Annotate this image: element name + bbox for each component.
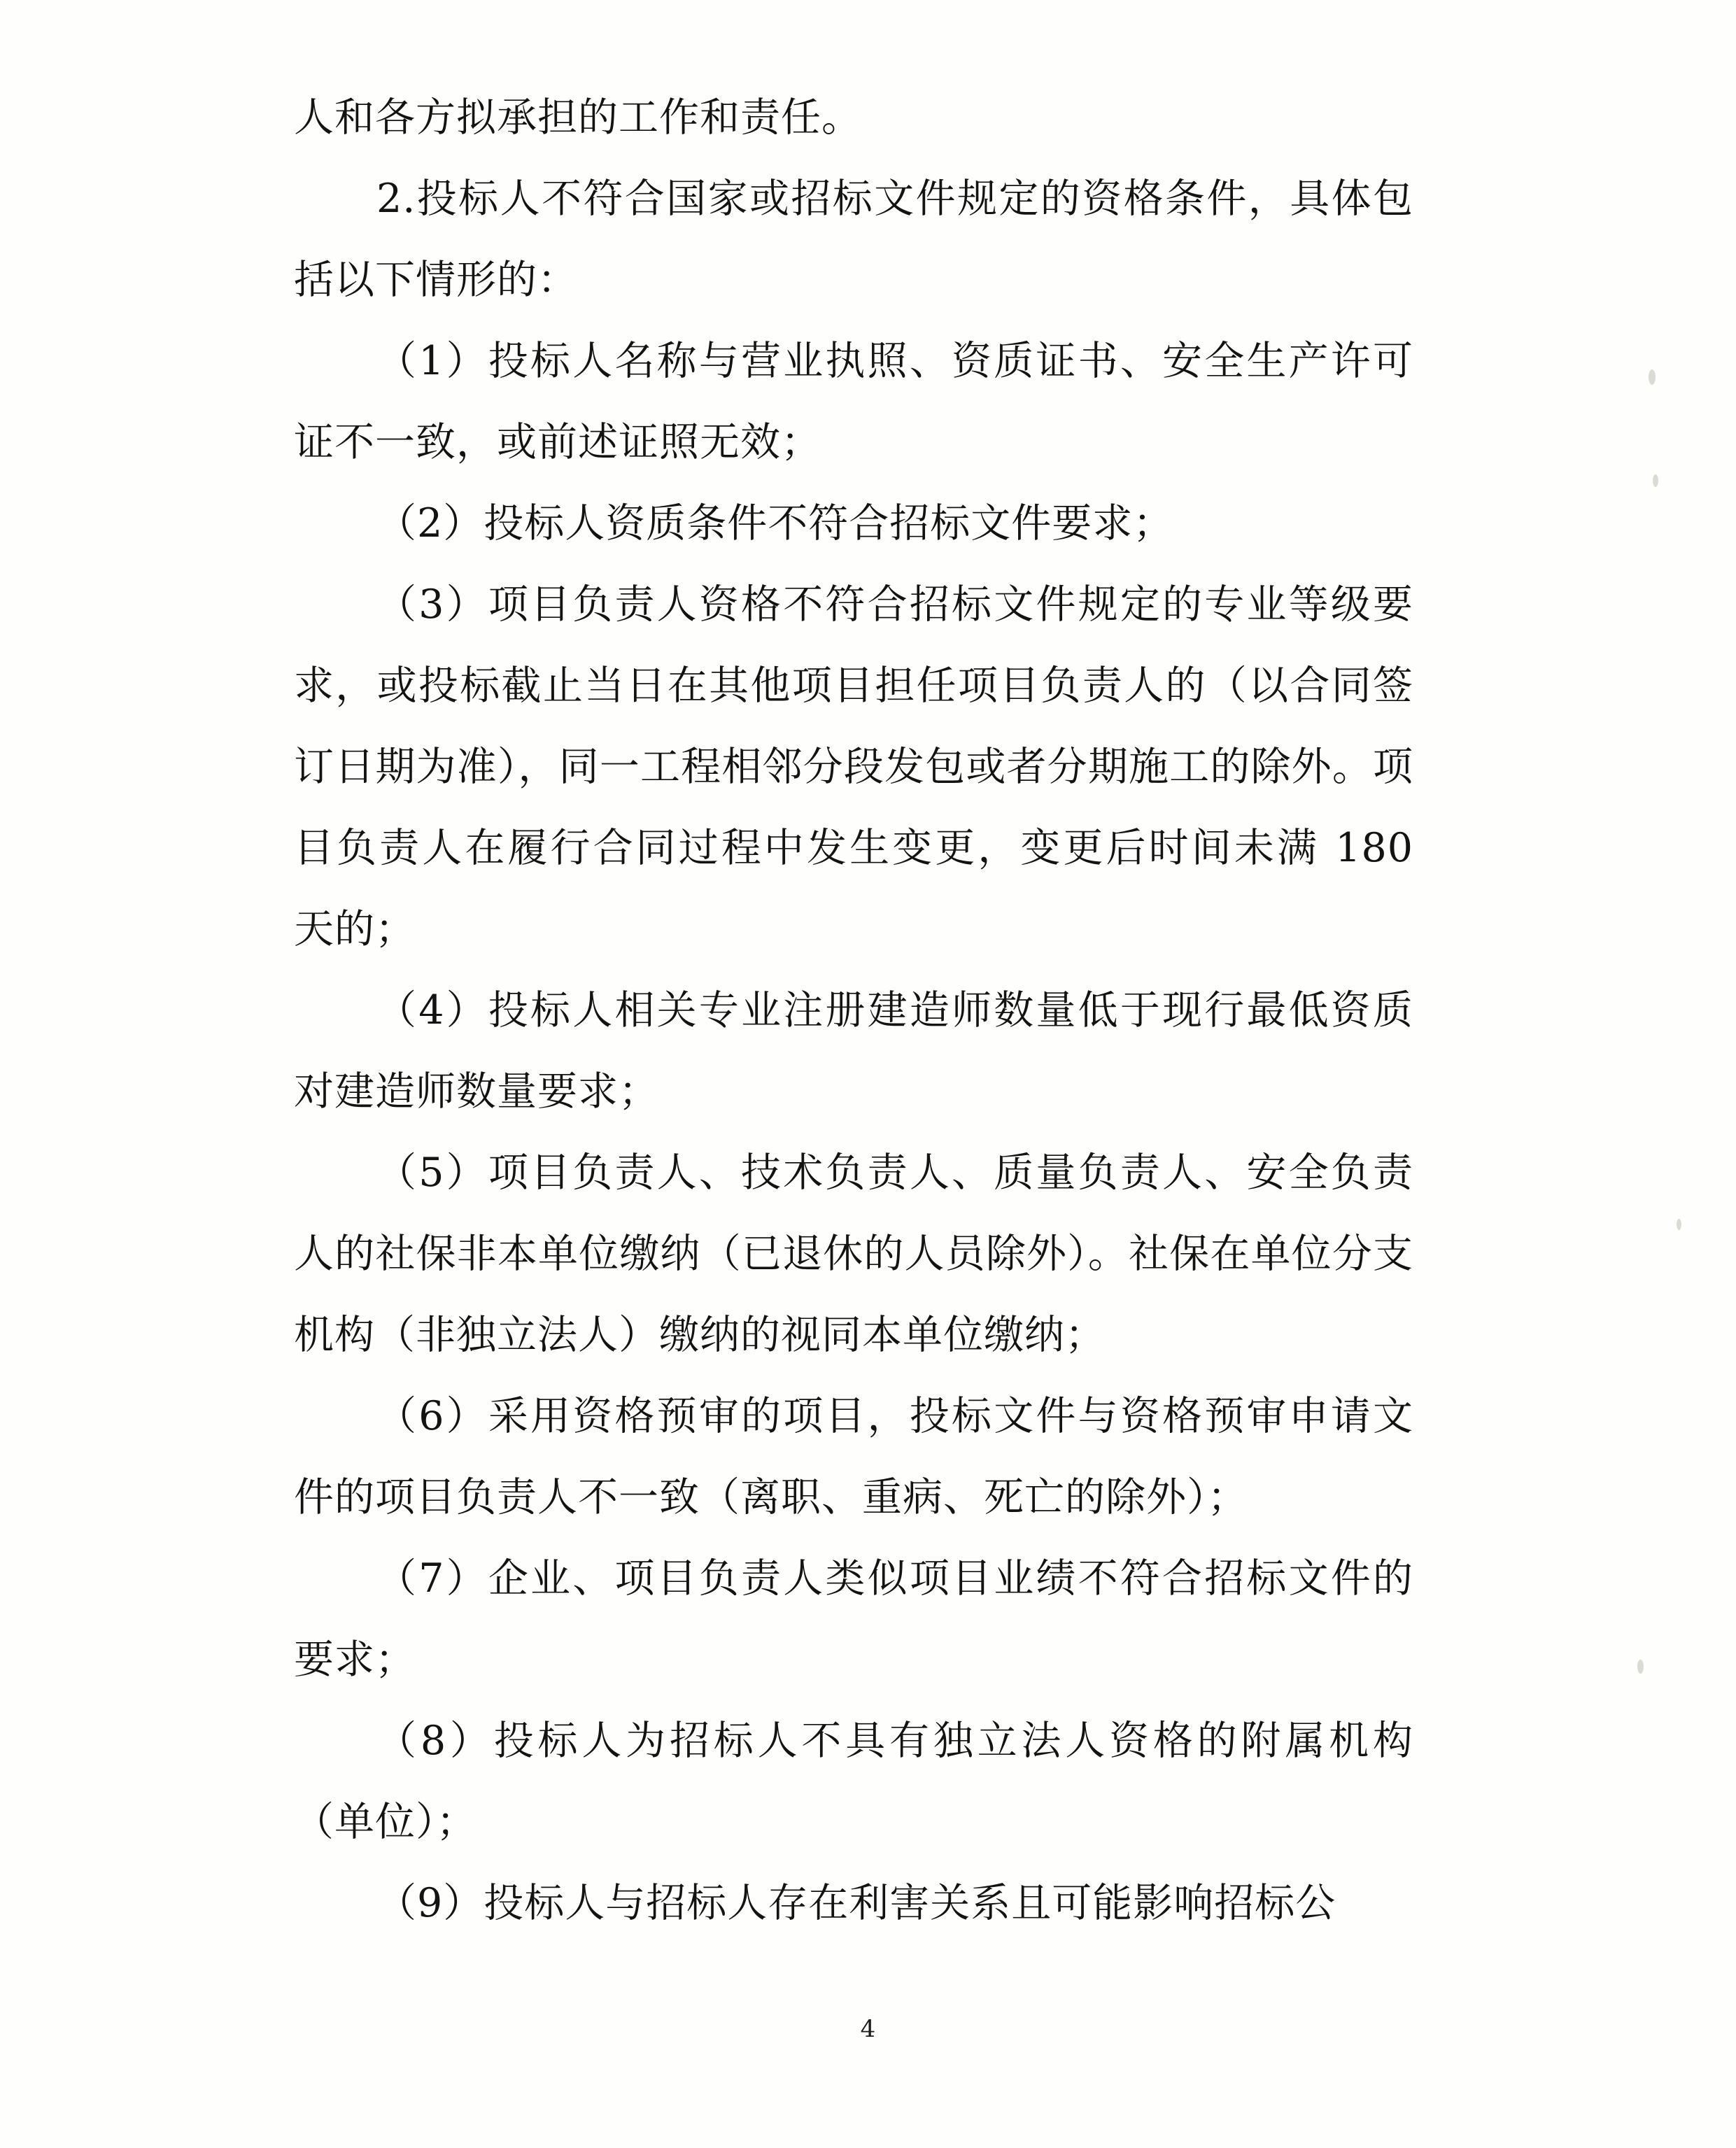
scan-speck <box>1677 1219 1681 1230</box>
paragraph: （2）投标人资质条件不符合招标文件要求； <box>376 500 1174 546</box>
paragraph: （6）采用资格预审的项目，投标文件与资格预审申请文件的项目负责人不一致（离职、重病、死亡的除外）； <box>294 1393 1413 1520</box>
scan-speck <box>1637 1660 1644 1674</box>
page-number: 4 <box>860 2015 876 2043</box>
paragraph: （9）投标人与招标人存在利害关系且可能影响招标公 <box>376 1880 1336 1926</box>
paragraph: （4）投标人相关专业注册建造师数量低于现行最低资质对建造师数量要求； <box>294 987 1413 1115</box>
scan-speck <box>1653 474 1658 487</box>
paragraph: （3）项目负责人资格不符合招标文件规定的专业等级要求，或投标截止当日在其他项目担任项目负责人的（以合同签订日期为准），同一工程相邻分段发包或者分期施工的除外。项目负责人在履行合同过程中发生变更，变更后时间未满 180 天的； <box>294 581 1427 952</box>
paragraph: （1）投标人名称与营业执照、资质证书、安全生产许可证不一致，或前述证照无效； <box>294 338 1413 465</box>
scan-speck <box>1649 369 1656 385</box>
paragraph: （7）企业、项目负责人类似项目业绩不符合招标文件的要求； <box>294 1555 1413 1683</box>
paragraph: （8）投标人为招标人不具有独立法人资格的附属机构（单位）； <box>294 1718 1413 1845</box>
paragraph: 人和各方拟承担的工作和责任。 <box>294 94 862 141</box>
document-body <box>294 77 1427 1944</box>
paragraph: （5）项目负责人、技术负责人、质量负责人、安全负责人的社保非本单位缴纳（已退休的人员除外）。社保在单位分支机构（非独立法人）缴纳的视同本单位缴纳； <box>294 1150 1413 1358</box>
paragraph: 2.投标人不符合国家或招标文件规定的资格条件，具体包括以下情形的： <box>294 176 1413 303</box>
